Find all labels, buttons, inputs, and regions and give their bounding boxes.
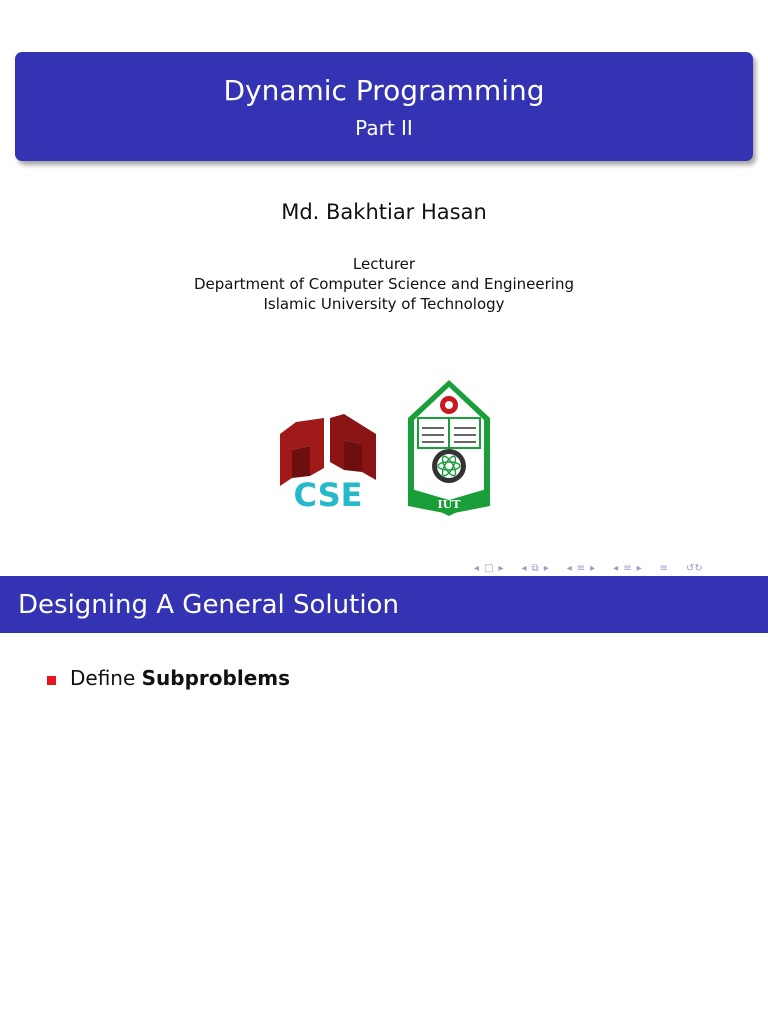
nav-section-icon[interactable]: ≡ [623,562,632,574]
content-slide [0,576,768,1024]
nav-next-subsection-icon[interactable]: ▸ [543,562,549,574]
nav-next-frame-icon[interactable]: ▸ [498,562,504,574]
frame-title-bar [0,576,768,633]
author-institute [0,254,768,314]
nav-next-section-icon[interactable]: ▸ [636,562,642,574]
presentation-title: Dynamic Programming [223,74,545,107]
author-role: Lecturer [352,255,416,273]
bullet-square-icon [47,676,56,685]
title-box [15,52,753,161]
author-university: Islamic University of Technology [263,295,505,313]
nav-next-section-icon[interactable]: ▸ [590,562,596,574]
nav-frame-icon[interactable]: □ [484,562,494,574]
iut-logo-text: IUT [437,498,461,511]
nav-prev-frame-icon[interactable]: ◂ [474,562,480,574]
nav-prev-section-icon[interactable]: ◂ [613,562,619,574]
bullet-text-prefix: Define [70,666,136,690]
beamer-navigation-bar [474,561,764,575]
list-item [47,666,290,690]
nav-search-icon[interactable]: ↺↻ [686,562,703,574]
author-name: Md. Bakhtiar Hasan [281,200,487,224]
nav-prev-section-icon[interactable]: ◂ [566,562,572,574]
nav-doc-icon[interactable]: ≡ [659,562,669,574]
cse-logo [278,412,378,510]
nav-prev-subsection-icon[interactable]: ◂ [521,562,527,574]
presentation-subtitle: Part II [355,116,413,140]
frame-title: Designing A General Solution [18,590,399,620]
cse-logo-text: CSE [293,476,363,510]
nav-section-icon[interactable]: ≡ [576,562,586,574]
nav-subsection-icon[interactable]: ⧉ [531,562,539,574]
author-department: Department of Computer Science and Engineering [193,275,574,293]
iut-logo [404,378,494,518]
bullet-text-bold: Subproblems [141,666,291,690]
